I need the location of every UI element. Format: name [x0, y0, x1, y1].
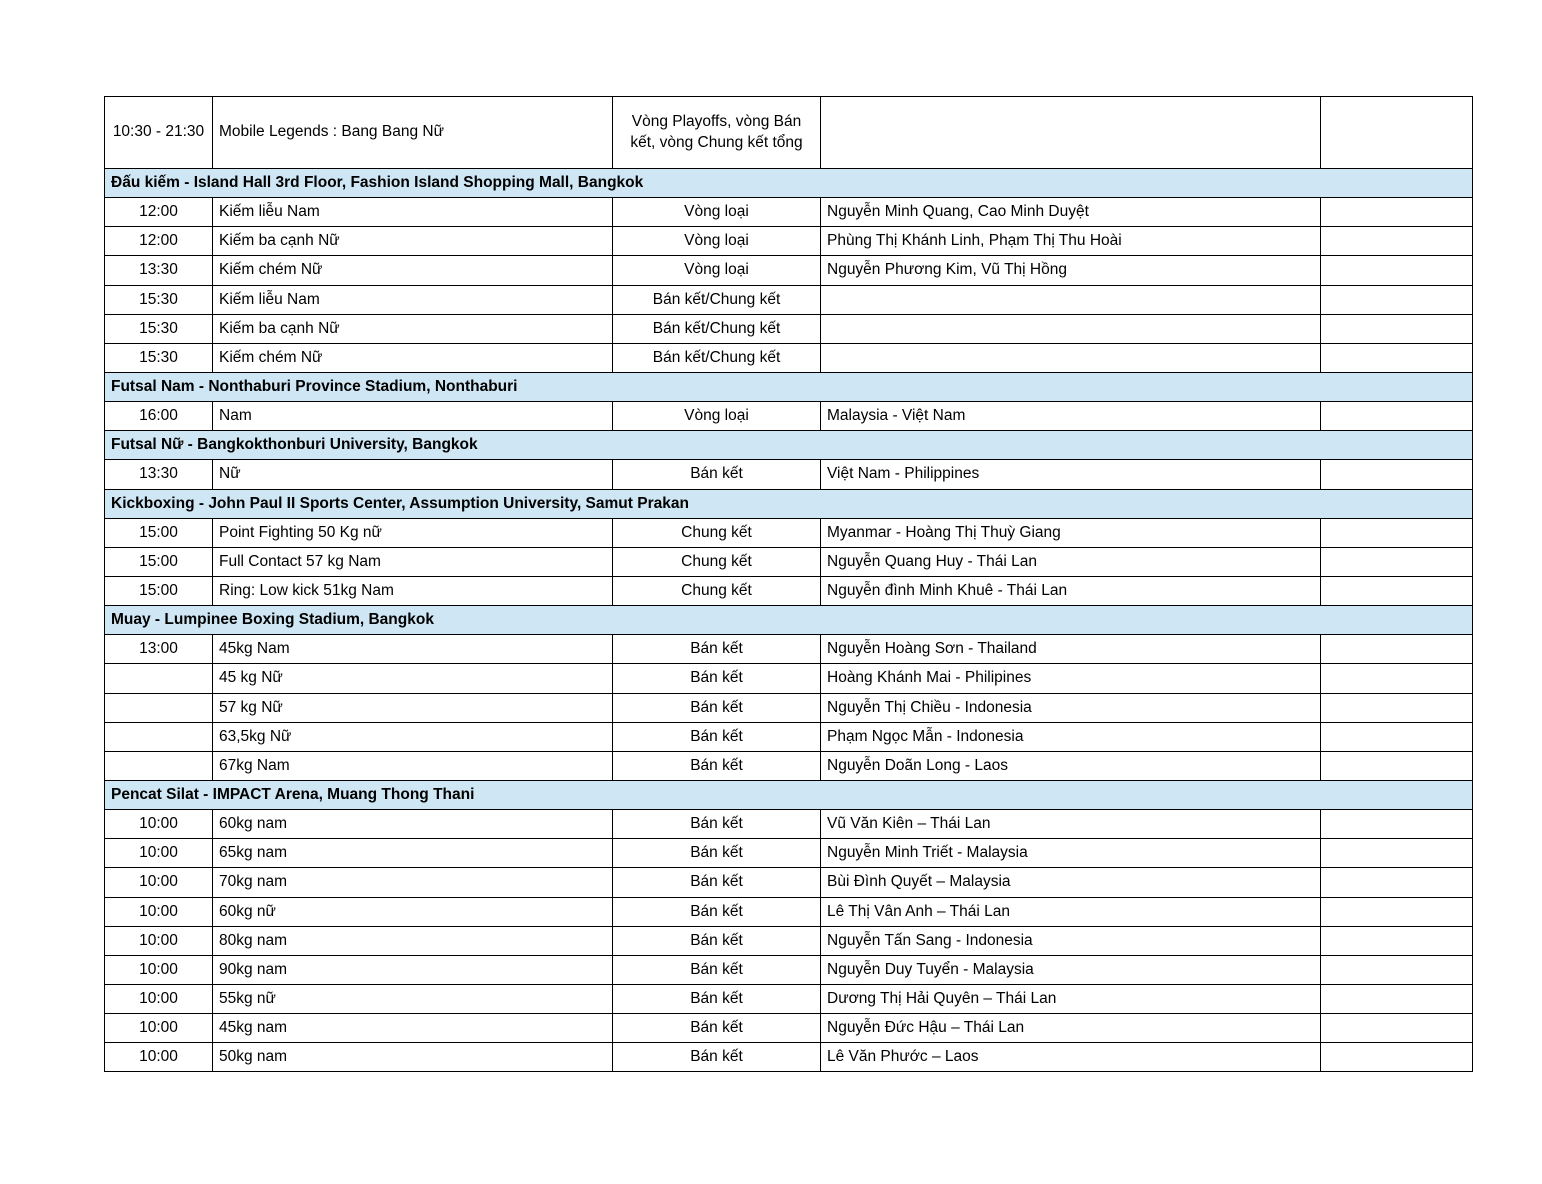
- time-cell: [105, 751, 213, 780]
- table-row: [105, 314, 1473, 343]
- match-cell: [821, 343, 1321, 372]
- round-cell: Bán kết: [613, 693, 821, 722]
- note-cell: [1321, 285, 1473, 314]
- note-cell: [1321, 518, 1473, 547]
- table-row: [105, 256, 1473, 285]
- time-cell: 10:00: [105, 955, 213, 984]
- schedule-table: [104, 96, 1473, 1072]
- table-row: [105, 518, 1473, 547]
- round-cell: Vòng loại: [613, 227, 821, 256]
- note-cell: [1321, 460, 1473, 489]
- match-cell: Nguyễn Minh Triết - Malaysia: [821, 839, 1321, 868]
- round-cell: Vòng Playoffs, vòng Bán kết, vòng Chung kết tổng: [613, 97, 821, 169]
- section-header-row: [105, 431, 1473, 460]
- event-cell: Kiếm liễu Nam: [213, 285, 613, 314]
- event-cell: Kiếm ba cạnh Nữ: [213, 227, 613, 256]
- round-cell: Bán kết: [613, 839, 821, 868]
- event-cell: 80kg nam: [213, 926, 613, 955]
- table-row: [105, 693, 1473, 722]
- event-cell: 50kg nam: [213, 1043, 613, 1072]
- event-cell: 45 kg Nữ: [213, 664, 613, 693]
- time-cell: 15:00: [105, 576, 213, 605]
- table-row: [105, 868, 1473, 897]
- table-row: [105, 955, 1473, 984]
- event-cell: Ring: Low kick 51kg Nam: [213, 576, 613, 605]
- time-cell: 10:00: [105, 926, 213, 955]
- time-cell: 15:30: [105, 285, 213, 314]
- time-cell: 10:00: [105, 984, 213, 1013]
- note-cell: [1321, 926, 1473, 955]
- event-cell: 55kg nữ: [213, 984, 613, 1013]
- time-cell: 10:00: [105, 897, 213, 926]
- event-cell: Nữ: [213, 460, 613, 489]
- event-cell: Mobile Legends : Bang Bang Nữ: [213, 97, 613, 169]
- section-header-label: Đấu kiếm - Island Hall 3rd Floor, Fashion Island Shopping Mall, Bangkok: [105, 169, 1473, 198]
- event-cell: Kiếm liễu Nam: [213, 198, 613, 227]
- event-cell: Point Fighting 50 Kg nữ: [213, 518, 613, 547]
- round-cell: Bán kết: [613, 868, 821, 897]
- event-cell: 67kg Nam: [213, 751, 613, 780]
- event-cell: Nam: [213, 402, 613, 431]
- match-cell: Nguyễn đình Minh Khuê - Thái Lan: [821, 576, 1321, 605]
- time-cell: 15:30: [105, 343, 213, 372]
- section-header-label: Futsal Nam - Nonthaburi Province Stadium, Nonthaburi: [105, 372, 1473, 401]
- match-cell: Nguyễn Phương Kim, Vũ Thị Hồng: [821, 256, 1321, 285]
- event-cell: 70kg nam: [213, 868, 613, 897]
- table-row: [105, 926, 1473, 955]
- event-cell: 45kg Nam: [213, 635, 613, 664]
- time-cell: 10:00: [105, 868, 213, 897]
- round-cell: Bán kết/Chung kết: [613, 343, 821, 372]
- match-cell: Nguyễn Tấn Sang - Indonesia: [821, 926, 1321, 955]
- note-cell: [1321, 198, 1473, 227]
- table-row: [105, 810, 1473, 839]
- table-row: [105, 897, 1473, 926]
- match-cell: Nguyễn Minh Quang, Cao Minh Duyệt: [821, 198, 1321, 227]
- match-cell: Nguyễn Thị Chiều - Indonesia: [821, 693, 1321, 722]
- round-cell: Bán kết/Chung kết: [613, 314, 821, 343]
- round-cell: Chung kết: [613, 547, 821, 576]
- time-cell: 10:00: [105, 1014, 213, 1043]
- match-cell: Việt Nam - Philippines: [821, 460, 1321, 489]
- time-cell: [105, 693, 213, 722]
- match-cell: Vũ Văn Kiên – Thái Lan: [821, 810, 1321, 839]
- time-cell: 15:30: [105, 314, 213, 343]
- match-cell: [821, 285, 1321, 314]
- match-cell: Phạm Ngọc Mẫn - Indonesia: [821, 722, 1321, 751]
- note-cell: [1321, 664, 1473, 693]
- round-cell: Bán kết: [613, 635, 821, 664]
- table-row: [105, 576, 1473, 605]
- round-cell: Bán kết: [613, 460, 821, 489]
- match-cell: Nguyễn Doãn Long - Laos: [821, 751, 1321, 780]
- round-cell: Chung kết: [613, 518, 821, 547]
- note-cell: [1321, 576, 1473, 605]
- round-cell: Bán kết: [613, 664, 821, 693]
- table-row: [105, 751, 1473, 780]
- match-cell: Nguyễn Quang Huy - Thái Lan: [821, 547, 1321, 576]
- event-cell: 63,5kg Nữ: [213, 722, 613, 751]
- match-cell: Hoàng Khánh Mai - Philipines: [821, 664, 1321, 693]
- round-cell: Bán kết: [613, 1014, 821, 1043]
- table-row: [105, 402, 1473, 431]
- table-row: [105, 722, 1473, 751]
- event-cell: Kiếm chém Nữ: [213, 343, 613, 372]
- section-header-row: [105, 489, 1473, 518]
- match-cell: Myanmar - Hoàng Thị Thuỳ Giang: [821, 518, 1321, 547]
- event-cell: Full Contact 57 kg Nam: [213, 547, 613, 576]
- section-header-row: [105, 372, 1473, 401]
- match-cell: [821, 97, 1321, 169]
- note-cell: [1321, 751, 1473, 780]
- time-cell: 13:30: [105, 256, 213, 285]
- section-header-label: Muay - Lumpinee Boxing Stadium, Bangkok: [105, 606, 1473, 635]
- event-cell: 60kg nữ: [213, 897, 613, 926]
- table-row: [105, 984, 1473, 1013]
- table-row: [105, 343, 1473, 372]
- time-cell: 15:00: [105, 518, 213, 547]
- round-cell: Chung kết: [613, 576, 821, 605]
- note-cell: [1321, 1014, 1473, 1043]
- event-cell: Kiếm chém Nữ: [213, 256, 613, 285]
- section-header-row: [105, 606, 1473, 635]
- match-cell: Malaysia - Việt Nam: [821, 402, 1321, 431]
- table-row: [105, 547, 1473, 576]
- table-row: [105, 285, 1473, 314]
- time-cell: 10:30 - 21:30: [105, 97, 213, 169]
- time-cell: 12:00: [105, 227, 213, 256]
- time-cell: [105, 722, 213, 751]
- round-cell: Vòng loại: [613, 256, 821, 285]
- match-cell: Dương Thị Hải Quyên – Thái Lan: [821, 984, 1321, 1013]
- table-row: [105, 839, 1473, 868]
- note-cell: [1321, 693, 1473, 722]
- note-cell: [1321, 314, 1473, 343]
- note-cell: [1321, 984, 1473, 1013]
- event-cell: 45kg nam: [213, 1014, 613, 1043]
- match-cell: Nguyễn Đức Hậu – Thái Lan: [821, 1014, 1321, 1043]
- note-cell: [1321, 868, 1473, 897]
- time-cell: 12:00: [105, 198, 213, 227]
- match-cell: Phùng Thị Khánh Linh, Phạm Thị Thu Hoài: [821, 227, 1321, 256]
- round-cell: Vòng loại: [613, 198, 821, 227]
- table-row: [105, 664, 1473, 693]
- note-cell: [1321, 1043, 1473, 1072]
- round-cell: Bán kết: [613, 751, 821, 780]
- round-cell: Bán kết/Chung kết: [613, 285, 821, 314]
- event-cell: 65kg nam: [213, 839, 613, 868]
- table-row: [105, 97, 1473, 169]
- event-cell: Kiếm ba cạnh Nữ: [213, 314, 613, 343]
- note-cell: [1321, 635, 1473, 664]
- table-row: [105, 227, 1473, 256]
- table-row: [105, 460, 1473, 489]
- note-cell: [1321, 227, 1473, 256]
- time-cell: 13:00: [105, 635, 213, 664]
- match-cell: Lê Văn Phước – Laos: [821, 1043, 1321, 1072]
- note-cell: [1321, 955, 1473, 984]
- note-cell: [1321, 897, 1473, 926]
- note-cell: [1321, 547, 1473, 576]
- match-cell: Nguyễn Duy Tuyển - Malaysia: [821, 955, 1321, 984]
- note-cell: [1321, 256, 1473, 285]
- match-cell: Lê Thị Vân Anh – Thái Lan: [821, 897, 1321, 926]
- time-cell: [105, 664, 213, 693]
- round-cell: Bán kết: [613, 955, 821, 984]
- section-header-label: Kickboxing - John Paul II Sports Center, Assumption University, Samut Prakan: [105, 489, 1473, 518]
- section-header-label: Futsal Nữ - Bangkokthonburi University, Bangkok: [105, 431, 1473, 460]
- match-cell: [821, 314, 1321, 343]
- round-cell: Bán kết: [613, 1043, 821, 1072]
- note-cell: [1321, 343, 1473, 372]
- table-row: [105, 1043, 1473, 1072]
- event-cell: 57 kg Nữ: [213, 693, 613, 722]
- time-cell: 10:00: [105, 1043, 213, 1072]
- section-header-row: [105, 169, 1473, 198]
- note-cell: [1321, 402, 1473, 431]
- schedule-table-body: [105, 97, 1473, 1072]
- round-cell: Bán kết: [613, 984, 821, 1013]
- table-row: [105, 198, 1473, 227]
- table-row: [105, 1014, 1473, 1043]
- event-cell: 90kg nam: [213, 955, 613, 984]
- time-cell: 10:00: [105, 839, 213, 868]
- table-row: [105, 635, 1473, 664]
- section-header-label: Pencat Silat - IMPACT Arena, Muang Thong Thani: [105, 780, 1473, 809]
- round-cell: Bán kết: [613, 897, 821, 926]
- round-cell: Bán kết: [613, 722, 821, 751]
- note-cell: [1321, 810, 1473, 839]
- time-cell: 10:00: [105, 810, 213, 839]
- match-cell: Bùi Đình Quyết – Malaysia: [821, 868, 1321, 897]
- time-cell: 13:30: [105, 460, 213, 489]
- time-cell: 16:00: [105, 402, 213, 431]
- note-cell: [1321, 97, 1473, 169]
- note-cell: [1321, 722, 1473, 751]
- event-cell: 60kg nam: [213, 810, 613, 839]
- round-cell: Bán kết: [613, 926, 821, 955]
- round-cell: Bán kết: [613, 810, 821, 839]
- note-cell: [1321, 839, 1473, 868]
- round-cell: Vòng loại: [613, 402, 821, 431]
- section-header-row: [105, 780, 1473, 809]
- time-cell: 15:00: [105, 547, 213, 576]
- match-cell: Nguyễn Hoàng Sơn - Thailand: [821, 635, 1321, 664]
